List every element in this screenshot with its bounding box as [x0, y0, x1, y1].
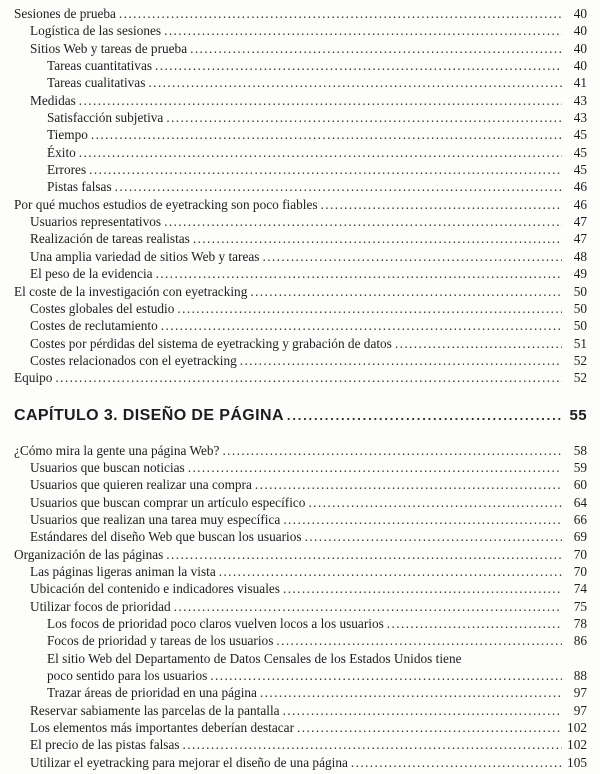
dot-leader: [283, 580, 562, 597]
toc-entry-title: Costes relacionados con el eyetracking: [30, 352, 237, 368]
toc-entry: [14, 248, 587, 265]
dot-leader: [166, 546, 562, 563]
dot-leader: [115, 178, 562, 195]
dot-leader: [305, 528, 562, 545]
toc-entry: [14, 511, 587, 528]
toc-entry: [14, 650, 587, 667]
toc-entry: [14, 563, 587, 580]
dot-leader: [155, 57, 562, 74]
toc-entry-title: Utilizar el eyetracking para mejorar el diseño de una página: [30, 754, 348, 770]
toc-entry-title: Pistas falsas: [47, 179, 112, 195]
toc-page-number: 97: [573, 702, 587, 718]
dot-leader: [283, 702, 562, 719]
toc-entry-title: Equipo: [14, 370, 53, 386]
toc-entry: [14, 126, 587, 143]
toc-entry: [14, 442, 587, 459]
toc-page-number: 86: [573, 633, 587, 649]
toc-page-number: 45: [573, 127, 587, 143]
toc-entry-title: Realización de tareas realistas: [30, 231, 190, 247]
toc-page-number: 47: [573, 214, 587, 230]
chapter-heading-row: [14, 406, 587, 425]
toc-page-number: 46: [573, 179, 587, 195]
toc-entry: [14, 57, 587, 74]
toc-entry: [14, 300, 587, 317]
dot-leader: [308, 494, 562, 511]
toc-page-number: 75: [573, 598, 587, 614]
dot-leader: [89, 161, 562, 178]
toc-entry: [14, 528, 587, 545]
toc-page-number: 88: [573, 668, 587, 684]
dot-leader: [321, 196, 562, 213]
toc-entry: [14, 265, 587, 282]
toc-entry-title: El precio de las pistas falsas: [30, 737, 180, 753]
toc-entry-title: Ubicación del contenido e indicadores visuales: [30, 581, 280, 597]
toc-page-number: 102: [567, 720, 587, 736]
toc-entry: [14, 230, 587, 247]
toc-page-number: 70: [573, 563, 587, 579]
toc-page-number: 97: [573, 685, 587, 701]
toc-entry: [14, 92, 587, 109]
toc-page-number: 40: [573, 23, 587, 39]
toc-page-number: 40: [573, 6, 587, 21]
toc-entry: [14, 632, 587, 649]
toc-entry: [14, 598, 587, 615]
toc-entry-title: Satisfacción subjetiva: [47, 110, 164, 126]
toc-page-number: 102: [567, 737, 587, 753]
toc-entry: [14, 109, 587, 126]
toc-entry: [14, 754, 587, 771]
toc-page-number: 69: [573, 529, 587, 545]
toc-entry-title: Usuarios que buscan noticias: [30, 459, 185, 475]
toc-entry: [14, 667, 587, 684]
toc-page-number: 50: [573, 300, 587, 316]
toc-entry-title: Usuarios que buscan comprar un artículo específico: [30, 494, 306, 510]
toc-section-after-chapter: [14, 442, 587, 772]
toc-entry-title: Costes por pérdidas del sistema de eyetracking y grabación de datos: [30, 335, 392, 351]
toc-page-number: 50: [573, 318, 587, 334]
dot-leader: [262, 248, 562, 265]
dot-leader: [387, 615, 562, 632]
toc-entry-title: Por qué muchos estudios de eyetracking son poco fiables: [14, 196, 318, 212]
toc-page-number: 43: [573, 110, 587, 126]
toc-entry-title: Reservar sabiamente las parcelas de la pantalla: [30, 702, 280, 718]
dot-leader: [240, 352, 562, 369]
toc-page-number: 74: [573, 581, 587, 597]
dot-leader: [174, 598, 562, 615]
toc-entry-title: Las páginas ligeras animan la vista: [30, 563, 216, 579]
toc-entry-title: Usuarios representativos: [30, 214, 162, 230]
toc-entry: [14, 494, 587, 511]
dot-leader: [297, 719, 562, 736]
toc-entry-title: Una amplia variedad de sitios Web y tareas: [30, 248, 260, 264]
toc-entry-title: Usuarios que quieren realizar una compra: [30, 477, 252, 493]
toc-page-number: 48: [573, 248, 587, 264]
toc-page-number: 70: [573, 546, 587, 562]
dot-leader: [79, 144, 562, 161]
toc-page-number: 66: [573, 511, 587, 527]
dot-leader: [177, 300, 562, 317]
toc-page-number: 45: [573, 144, 587, 160]
dot-leader: [119, 5, 562, 22]
dot-leader: [166, 109, 562, 126]
toc-entry: [14, 22, 587, 39]
dot-leader: [260, 684, 562, 701]
toc-entry-title: Tareas cualitativas: [47, 75, 146, 91]
toc-entry-title: Costes globales del estudio: [30, 300, 175, 316]
toc-entry: [14, 546, 587, 563]
toc-entry-title: Éxito: [47, 144, 76, 160]
toc-entry-title: Medidas: [30, 92, 76, 108]
toc-page-number: 64: [573, 494, 587, 510]
toc-entry: [14, 40, 587, 57]
toc-entry: [14, 369, 587, 386]
toc-entry-title: Los elementos más importantes deberían destacar: [30, 720, 294, 736]
dot-leader: [222, 442, 562, 459]
toc-page-number: 58: [573, 442, 587, 458]
toc-entry-title: Trazar áreas de prioridad en una página: [47, 685, 257, 701]
toc-entry: [14, 684, 587, 701]
toc-entry: [14, 317, 587, 334]
dot-leader: [395, 335, 562, 352]
dot-leader: [255, 476, 562, 493]
dot-leader: [276, 632, 562, 649]
toc-entry-title: Focos de prioridad y tareas de los usuarios: [47, 633, 274, 649]
dot-leader: [55, 369, 562, 386]
toc-entry: [14, 144, 587, 161]
dot-leader: [283, 511, 562, 528]
toc-page-number: 40: [573, 40, 587, 56]
toc-entry-title: ¿Cómo mira la gente una página Web?: [14, 442, 220, 458]
dot-leader: [79, 92, 562, 109]
toc-entry: [14, 335, 587, 352]
toc-entry: [14, 196, 587, 213]
dot-leader: [183, 736, 562, 753]
toc-entry-title: Tiempo: [47, 127, 88, 143]
toc-page-number: 59: [573, 459, 587, 475]
dot-leader: [161, 317, 562, 334]
toc-page-number: 47: [573, 231, 587, 247]
toc-section-before-chapter: [14, 5, 587, 387]
toc-page-number: 46: [573, 196, 587, 212]
dot-leader: [219, 563, 562, 580]
toc-page-number: 50: [573, 283, 587, 299]
dot-leader: [190, 40, 562, 57]
chapter-page-number: 55: [569, 406, 587, 424]
toc-entry-title: Sesiones de prueba: [14, 6, 116, 21]
toc-entry: [14, 283, 587, 300]
toc-page-number: 49: [573, 266, 587, 282]
dot-leader: [148, 74, 562, 91]
toc-entry: [14, 459, 587, 476]
toc-page-number: 78: [573, 616, 587, 631]
toc-entry: [14, 719, 587, 736]
toc-page-number: 40: [573, 58, 587, 74]
toc-entry-title: Los focos de prioridad poco claros vuelven locos a los usuarios: [47, 616, 384, 631]
dot-leader: [164, 213, 562, 230]
toc-entry-title: Costes de reclutamiento: [30, 318, 158, 334]
toc-page-number: 52: [573, 370, 587, 386]
dot-leader: [188, 459, 562, 476]
dot-leader: [164, 22, 562, 39]
toc-page-number: 105: [567, 754, 587, 770]
dot-leader: [287, 406, 562, 425]
toc-entry: [14, 580, 587, 597]
toc-entry-title: Errores: [47, 162, 87, 178]
toc-page-number: 60: [573, 477, 587, 493]
chapter-heading-title: CAPÍTULO 3. DISEÑO DE PÁGINA: [14, 406, 284, 424]
dot-leader: [193, 230, 562, 247]
toc-entry: [14, 352, 587, 369]
toc-page-number: 52: [573, 352, 587, 368]
toc-entry-title: Estándares del diseño Web que buscan los usuarios: [30, 529, 302, 545]
toc-entry-title: Tareas cuantitativas: [47, 58, 153, 74]
toc-entry: [14, 476, 587, 493]
toc-page-number: 45: [573, 162, 587, 178]
toc-entry: [14, 161, 587, 178]
toc-entry: [14, 74, 587, 91]
toc-entry: [14, 5, 587, 22]
toc-entry: [14, 615, 587, 632]
toc-page-number: 43: [573, 92, 587, 108]
toc-entry: [14, 213, 587, 230]
toc-page-number: 41: [573, 75, 587, 91]
toc-entry: [14, 736, 587, 753]
toc-entry-title: poco sentido para los usuarios: [47, 668, 208, 684]
toc-entry: [14, 178, 587, 195]
dot-leader: [156, 265, 562, 282]
toc-entry: [14, 702, 587, 719]
dot-leader: [250, 283, 562, 300]
toc-entry-title: Usuarios que realizan una tarea muy específica: [30, 511, 281, 527]
toc-entry-title: Sitios Web y tareas de prueba: [30, 40, 188, 56]
toc-entry-title: El peso de la evidencia: [30, 266, 153, 282]
toc-entry-title: El coste de la investigación con eyetracking: [14, 283, 248, 299]
dot-leader: [91, 126, 562, 143]
toc-entry-title: El sitio Web del Departamento de Datos Censales de los Estados Unidos tiene: [47, 650, 462, 666]
dot-leader: [210, 667, 562, 684]
toc-entry-title: Organización de las páginas: [14, 546, 164, 562]
toc-page-number: 51: [573, 335, 587, 351]
toc-entry-title: Utilizar focos de prioridad: [30, 598, 171, 614]
dot-leader: [351, 754, 562, 771]
toc-entry-title: Logística de las sesiones: [30, 23, 162, 39]
